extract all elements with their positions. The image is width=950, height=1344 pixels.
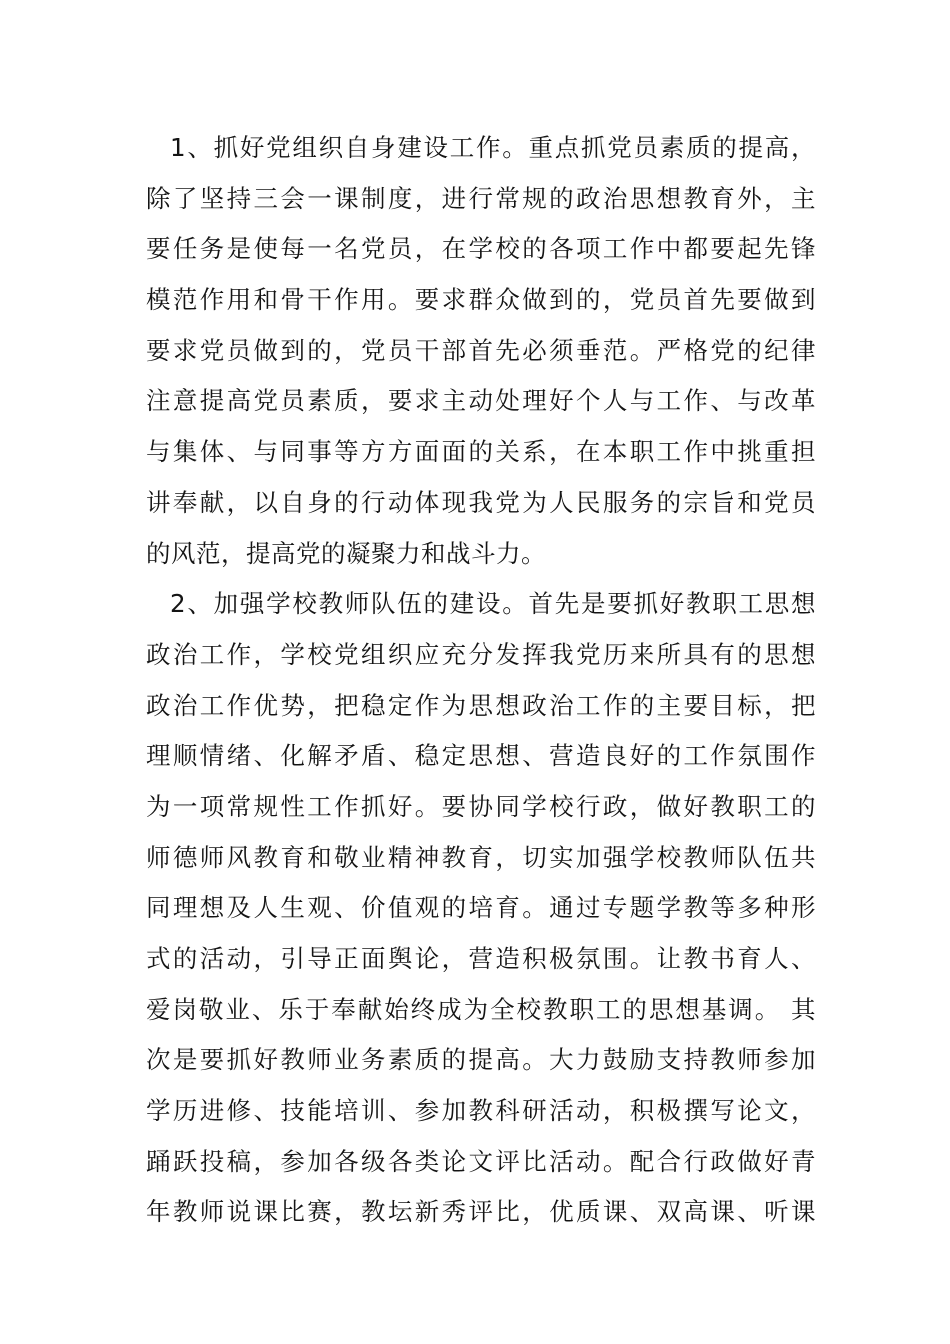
paragraph-2-line-8: 式的活动，引导正面舆论，营造积极氛围。让教书育人、 bbox=[146, 944, 816, 973]
paragraph-1-line-9: 的风范，提高党的凝聚力和战斗力。 bbox=[146, 538, 546, 568]
paragraph-2-line-4: 理顺情绪、化解矛盾、稳定思想、营造良好的工作氛围作 bbox=[146, 741, 816, 771]
paragraph-2-line-11: 学历进修、技能培训、参加教科研活动，积极撰写论文， bbox=[146, 1096, 816, 1126]
paragraph-1-line-7: 与集体、与同事等方方面面的关系，在本职工作中挑重担 bbox=[146, 437, 816, 467]
paragraph-1-line-4: 模范作用和骨干作用。要求群众做到的，党员首先要做到 bbox=[146, 285, 816, 315]
paragraph-2-line-9: 爱岗敬业、乐于奉献始终成为全校教职工的思想基调。 其 bbox=[146, 994, 816, 1024]
paragraph-1-line-3: 要任务是使每一名党员，在学校的各项工作中都要起先锋 bbox=[146, 234, 816, 264]
paragraph-2-line-1: 2、加强学校教师队伍的建设。首先是要抓好教职工思想 bbox=[170, 589, 816, 619]
paragraph-2-line-6: 师德师风教育和敬业精神教育，切实加强学校教师队伍共 bbox=[146, 842, 816, 872]
paragraph-1-line-2: 除了坚持三会一课制度，进行常规的政治思想教育外，主 bbox=[146, 183, 816, 213]
paragraph-1-line-6: 注意提高党员素质，要求主动处理好个人与工作、与改革 bbox=[146, 386, 816, 416]
paragraph-2-line-7: 同理想及人生观、价值观的培育。通过专题学教等多种形 bbox=[146, 893, 816, 923]
paragraph-2-line-3: 政治工作优势，把稳定作为思想政治工作的主要目标，把 bbox=[146, 690, 816, 720]
paragraph-2-line-10: 次是要抓好教师业务素质的提高。大力鼓励支持教师参加 bbox=[146, 1045, 816, 1075]
paragraph-2-line-2: 政治工作，学校党组织应充分发挥我党历来所具有的思想 bbox=[146, 639, 816, 669]
document-body bbox=[146, 123, 816, 1238]
paragraph-2-line-13: 年教师说课比赛，教坛新秀评比，优质课、双高课、听课 bbox=[146, 1197, 816, 1227]
paragraph-2-line-5: 为一项常规性工作抓好。要协同学校行政，做好教职工的 bbox=[146, 791, 816, 821]
paragraph-1-line-1: 1、抓好党组织自身建设工作。重点抓党员素质的提高， bbox=[170, 133, 816, 162]
paragraph-2-line-12: 踊跃投稿，参加各级各类论文评比活动。配合行政做好青 bbox=[146, 1146, 816, 1176]
paragraph-1-line-8: 讲奉献，以自身的行动体现我党为人民服务的宗旨和党员 bbox=[146, 487, 816, 517]
paragraph-1-line-5: 要求党员做到的，党员干部首先必须垂范。严格党的纪律 bbox=[146, 335, 816, 365]
